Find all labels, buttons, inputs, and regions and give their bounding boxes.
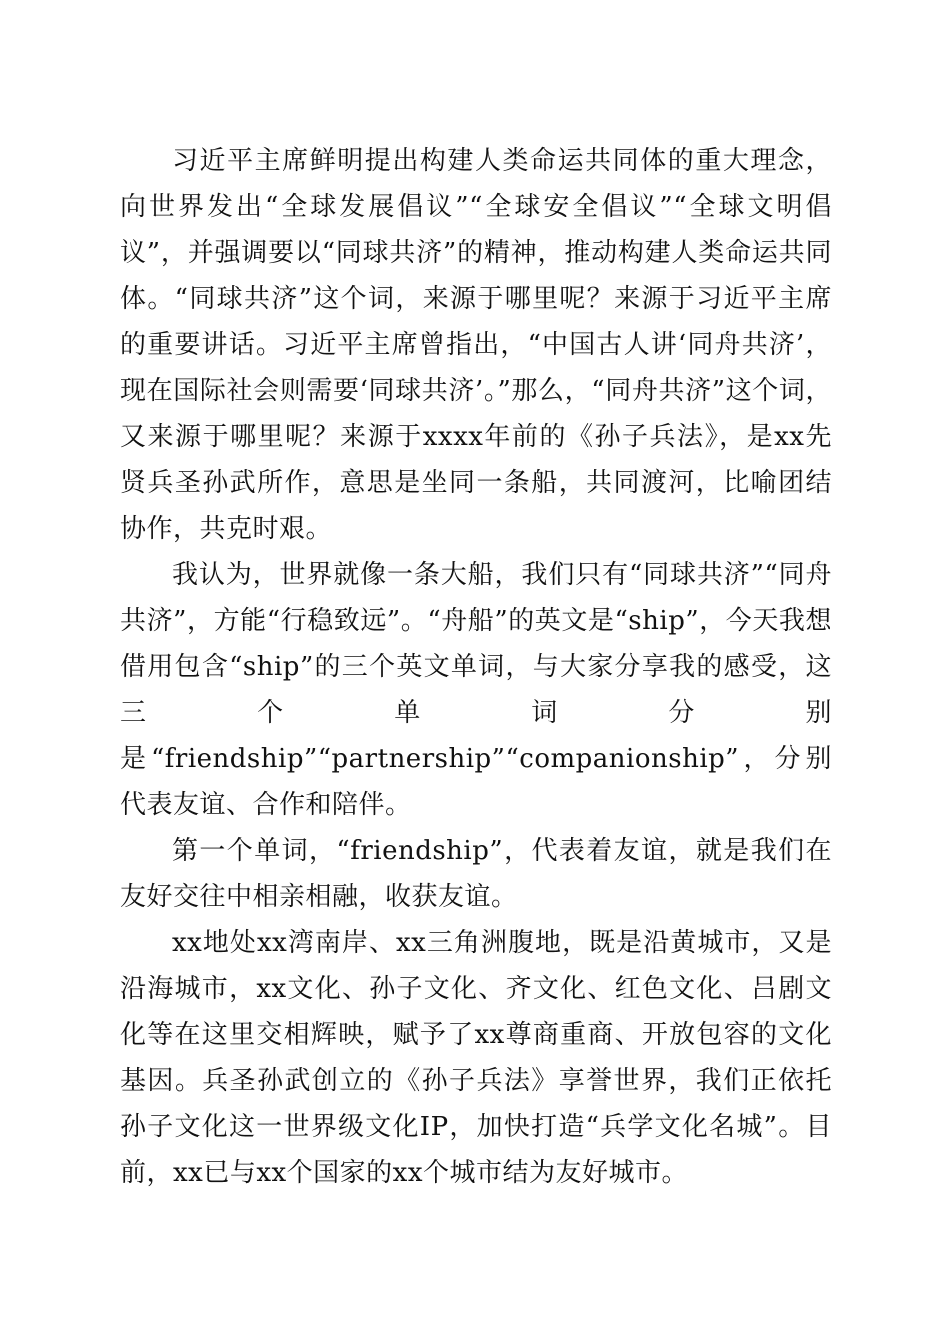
- paragraph-1: 习近平主席鲜明提出构建人类命运共同体的重大理念，向世界发出“全球发展倡议”“全球安全倡议”“全球文明倡议”，并强调要以“同球共济”的精神，推动构建人类命运共同体。“同球共济”这个词，来源于哪里呢？来源于习近平主席的重要讲话。习近平主席曾指出，“中国古人讲‘同舟共济’，现在国际社会则需要‘同球共济’。”那么，“同舟共济”这个词，又来源于哪里呢？来源于xxxx年前的《孙子兵法》，是xx先贤兵圣孙武所作，意思是坐同一条船，共同渡河，比喻团结协作，共克时艰。: [120, 146, 832, 544]
- paragraph-2: 我认为，世界就像一条大船，我们只有“同球共济”“同舟共济”，方能“行稳致远”。“舟船”的英文是“ship”，今天我想借用包含“ship”的三个英文单词，与大家分享我的感受，这三个单词分别是“friendship”“partnership”“companionship”，分别代表友谊、合作和陪伴。: [120, 560, 832, 820]
- document-body: [120, 138, 832, 1196]
- paragraph-4: xx地处xx湾南岸、xx三角洲腹地，既是沿黄城市，又是沿海城市，xx文化、孙子文化、齐文化、红色文化、吕剧文化等在这里交相辉映，赋予了xx尊商重商、开放包容的文化基因。兵圣孙武创立的《孙子兵法》享誉世界，我们正依托孙子文化这一世界级文化IP，加快打造“兵学文化名城”。目前，xx已与xx个国家的xx个城市结为友好城市。: [120, 928, 832, 1188]
- paragraph-3: 第一个单词，“friendship”，代表着友谊，就是我们在友好交往中相亲相融，收获友谊。: [120, 836, 832, 912]
